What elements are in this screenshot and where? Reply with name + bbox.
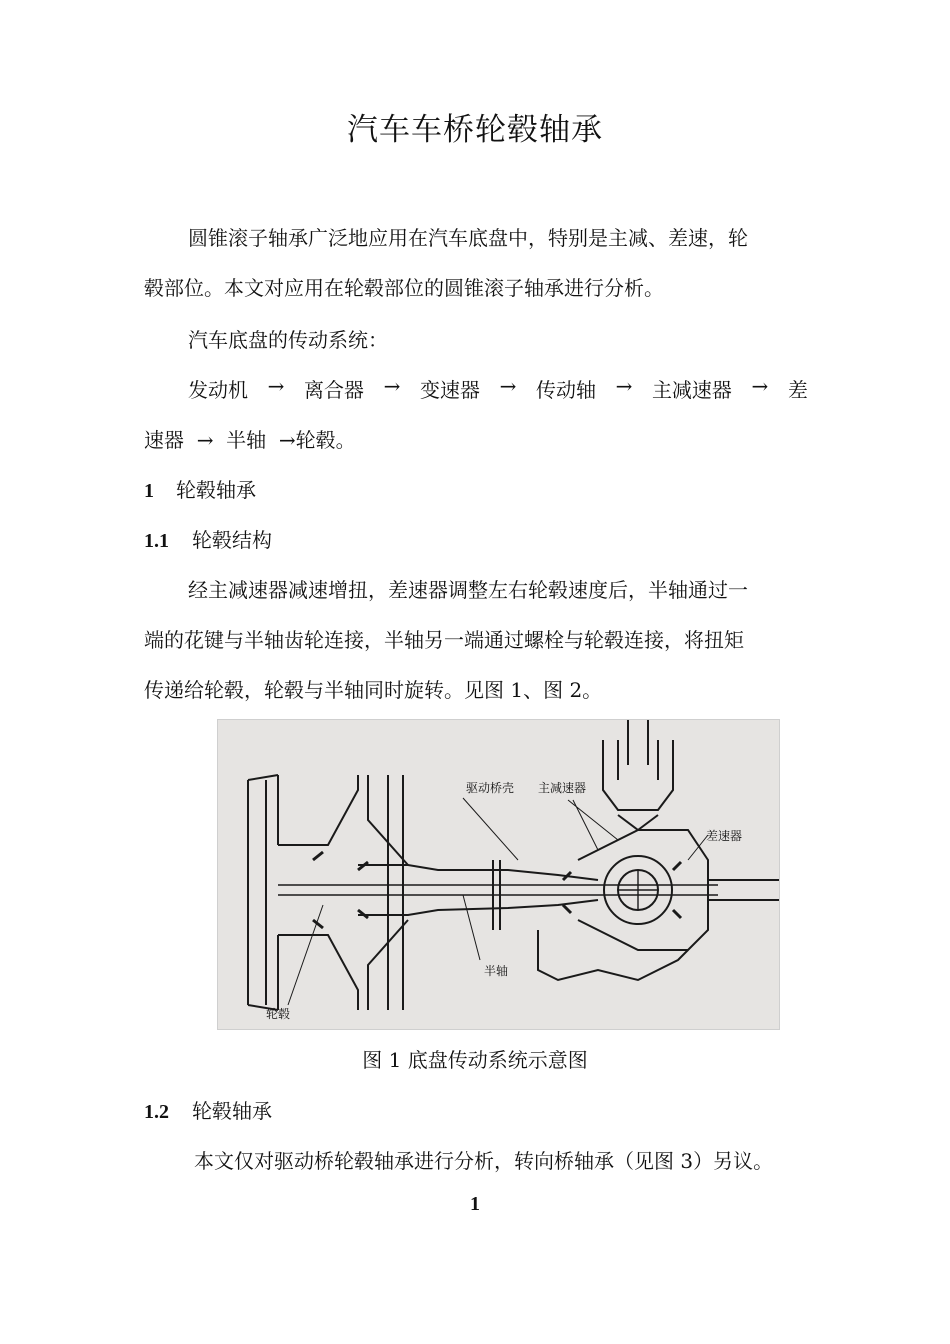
label-final-drive: 主减速器 [538, 781, 587, 795]
section-title: 轮毂轴承 [176, 478, 256, 502]
flow-line-1 [188, 374, 808, 403]
flow-item: 传动轴 [535, 378, 596, 402]
body-line-2: 端的花键与半轴齿轮连接，半轴另一端通过螺栓与轮毂连接，将扭矩 [144, 628, 744, 652]
body-line-1: 经主减速器减速增扭，差速器调整左右轮毂速度后，半轴通过一 [188, 578, 748, 602]
label-axle-housing: 驱动桥壳 [466, 781, 515, 795]
section-1-heading [144, 474, 256, 503]
drivetrain-diagram [217, 719, 780, 1030]
flow-arrow: → [267, 374, 285, 398]
flow-item: 离合器 [303, 378, 364, 402]
flow-line-2: 速器 → 半轴 →轮毂。 [144, 428, 356, 452]
figure-caption: 图 1 底盘传动系统示意图 [362, 1048, 588, 1072]
flow-item: 变速器 [419, 378, 480, 402]
section-number: 1.2 [144, 1101, 169, 1123]
drive-intro: 汽车底盘的传动系统： [188, 328, 388, 352]
flow-arrow: → [499, 374, 517, 398]
flow-item: 发动机 [188, 378, 248, 402]
section-title: 轮毂结构 [192, 528, 272, 552]
flow-arrow: → [615, 374, 633, 398]
flow-arrow: → [751, 374, 769, 398]
label-half-shaft: 半轴 [484, 964, 509, 978]
section-number: 1 [144, 480, 154, 502]
section-1-2-heading [144, 1095, 272, 1124]
label-differential: 差速器 [706, 829, 743, 843]
section-1-1-heading [144, 524, 272, 553]
flow-arrow: → [383, 374, 401, 398]
section-title: 轮毂轴承 [192, 1099, 272, 1123]
intro-line-2: 毂部位。本文对应用在轮毂部位的圆锥滚子轴承进行分析。 [144, 276, 664, 300]
label-hub: 轮毂 [266, 1007, 291, 1021]
page-title: 汽车车桥轮毂轴承 [347, 112, 603, 148]
section-number: 1.1 [144, 530, 169, 552]
page-number: 1 [470, 1193, 480, 1215]
last-line: 本文仅对驱动桥轮毂轴承进行分析，转向桥轴承（见图 3）另议。 [194, 1149, 774, 1173]
flow-item: 主减速器 [651, 378, 732, 402]
flow-item: 差 [787, 378, 808, 402]
intro-line-1: 圆锥滚子轴承广泛地应用在汽车底盘中，特别是主减、差速，轮 [188, 226, 748, 250]
body-line-3: 传递给轮毂，轮毂与半轴同时旋转。见图 1、图 2。 [144, 678, 603, 702]
